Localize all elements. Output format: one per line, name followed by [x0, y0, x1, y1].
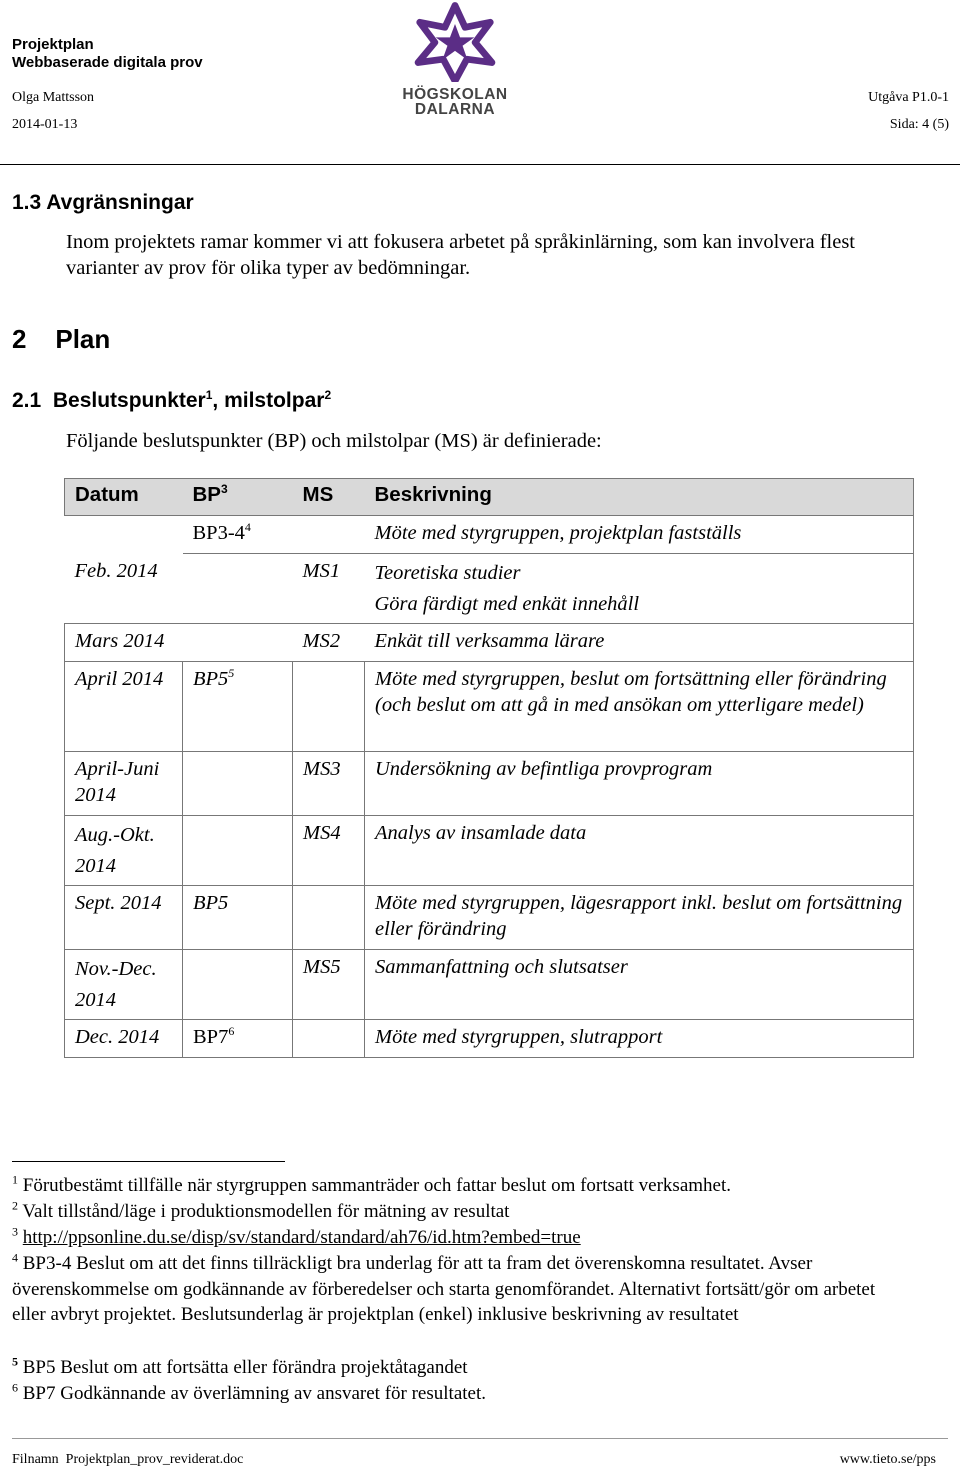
cell-description: Sammanfattning och slutsatser	[365, 950, 914, 1020]
table-row	[65, 554, 914, 624]
footnote-4: $^4$ BP3-4 Beslut om att det finns tillräckligt bra underlag för att ta fram det överenskomna resultatet. Avser överenskommelse om godkännande av förberedelser och starta genomförandet. Alternativt fortsätt/gör om arbetet eller avbryt projektet. Beslutsunderlag är projektplan (enkel) inklusive beskrivning av resultatet	[12, 1250, 876, 1325]
cell-bp	[183, 554, 293, 624]
cell-description: Analys av insamlade data	[365, 816, 914, 886]
cell-datum: Aug.-Okt. 2014	[65, 816, 183, 886]
cell-datum: April-Juni 2014	[65, 752, 183, 816]
footer-divider	[12, 1438, 948, 1439]
footer-filename: Filnamn Projektplan_prov_reviderat.doc	[12, 1452, 244, 1467]
logo-text-line1: HÖGSKOLAN	[402, 86, 508, 103]
table-row	[65, 624, 914, 662]
cell-datum: Sept. 2014	[65, 886, 183, 950]
cell-description: Möte med styrgruppen, lägesrapport inkl. beslut om fortsättning eller förändring	[365, 886, 914, 950]
footnote-1: $^1$ Förutbestämt tillfälle när styrgruppen sammanträder och fattar beslut om fortsatt verksamhet.	[12, 1172, 732, 1196]
doc-date: 2014-01-13	[12, 117, 78, 132]
cell-bp: $BP7^6$	[183, 1020, 293, 1058]
footnote-2: $^2$ Valt tillstånd/läge i produktionsmodellen för mätning av resultat	[12, 1198, 510, 1222]
cell-description: Möte med styrgruppen, slutrapport	[365, 1020, 914, 1058]
cell-description: Undersökning av befintliga provprogram	[365, 752, 914, 816]
header-ms: MS	[293, 479, 365, 516]
cell-ms: MS1	[293, 554, 365, 624]
header-datum: Datum	[65, 479, 183, 516]
cell-bp	[183, 816, 293, 886]
cell-ms	[293, 662, 365, 752]
cell-datum: Feb. 2014	[65, 554, 183, 624]
cell-description: Möte med styrgruppen, projektplan fastställs	[365, 516, 914, 554]
footnote-3: $^3$ http://ppsonline.du.se/disp/sv/standard/standard/ah76/id.htm?embed=true	[12, 1224, 581, 1248]
header-beskrivning: Beskrivning	[365, 479, 914, 516]
cell-bp	[183, 950, 293, 1020]
cell-bp	[183, 752, 293, 816]
milestone-table	[64, 478, 914, 1058]
cell-bp: $BP3-4^4$	[183, 516, 293, 554]
footnote-5: $^5$ BP5 Beslut om att fortsätta eller förändra projektåtagandet	[12, 1354, 468, 1378]
table-row	[65, 516, 914, 554]
cell-ms: MS2	[293, 624, 365, 662]
header-divider	[0, 164, 960, 165]
cell-bp: $BP5^5$	[183, 662, 293, 752]
header-bp: $BP^3$	[183, 479, 293, 516]
cell-ms: MS3	[293, 752, 365, 816]
cell-ms	[293, 886, 365, 950]
cell-datum: April 2014	[65, 662, 183, 752]
footnote-separator	[12, 1161, 285, 1162]
cell-description: Teoretiska studier Göra färdigt med enkät innehåll	[365, 554, 914, 624]
cell-ms	[293, 516, 365, 554]
table-header-row	[65, 479, 914, 516]
document-header	[12, 36, 203, 72]
cell-datum: Mars 2014	[65, 624, 183, 662]
cell-description: Möte med styrgruppen, beslut om fortsättning eller förändring (och beslut om att gå in med ansökan om ytterligare medel)	[365, 662, 914, 752]
cell-bp: BP5	[183, 886, 293, 950]
cell-ms	[293, 1020, 365, 1058]
table-row	[65, 950, 914, 1020]
table-row	[65, 662, 914, 752]
table-row	[65, 886, 914, 950]
doc-title: Projektplan	[12, 36, 94, 53]
section-text-avgransningar: Inom projektets ramar kommer vi att fokusera arbetet på språkinlärning, som kan involvera flest varianter av prov för olika typer av bedömningar.	[66, 231, 855, 279]
logo-text-line2: DALARNA	[414, 101, 496, 118]
section-heading-plan: 2 Plan	[12, 324, 111, 354]
section-heading-avgransningar: 1.3 Avgränsningar	[12, 191, 194, 214]
version: Utgåva P1.0-1	[868, 90, 949, 105]
table-row	[65, 752, 914, 816]
table-row	[65, 816, 914, 886]
page-number: Sida: 4 (5)	[889, 117, 949, 132]
footer-url: www.tieto.se/pps	[839, 1452, 936, 1467]
table-row	[65, 1020, 914, 1058]
cell-datum	[65, 516, 183, 554]
star-emblem-icon	[413, 2, 497, 82]
footnote-6: $^6$ BP7 Godkännande av överlämning av ansvaret för resultatet.	[12, 1380, 486, 1404]
cell-description: Enkät till verksamma lärare	[365, 624, 914, 662]
cell-ms: MS5	[293, 950, 365, 1020]
hogskolan-dalarna-logo	[400, 2, 510, 120]
footnote-link[interactable]: http://ppsonline.du.se/disp/sv/standard/standard/ah76/id.htm?embed=true	[22, 1227, 581, 1248]
section-intro-beslutspunkter: Följande beslutspunkter (BP) och milstolpar (MS) är definierade:	[66, 430, 602, 452]
cell-ms: MS4	[293, 816, 365, 886]
section-heading-beslutspunkter: 2.1 Beslutspunkter$^1$, milstolpar$^2$	[12, 388, 332, 412]
cell-datum: Dec. 2014	[65, 1020, 183, 1058]
cell-bp	[183, 624, 293, 662]
cell-datum: Nov.-Dec. 2014	[65, 950, 183, 1020]
doc-subtitle: Webbaserade digitala prov	[12, 54, 203, 71]
author: Olga Mattsson	[12, 90, 95, 105]
